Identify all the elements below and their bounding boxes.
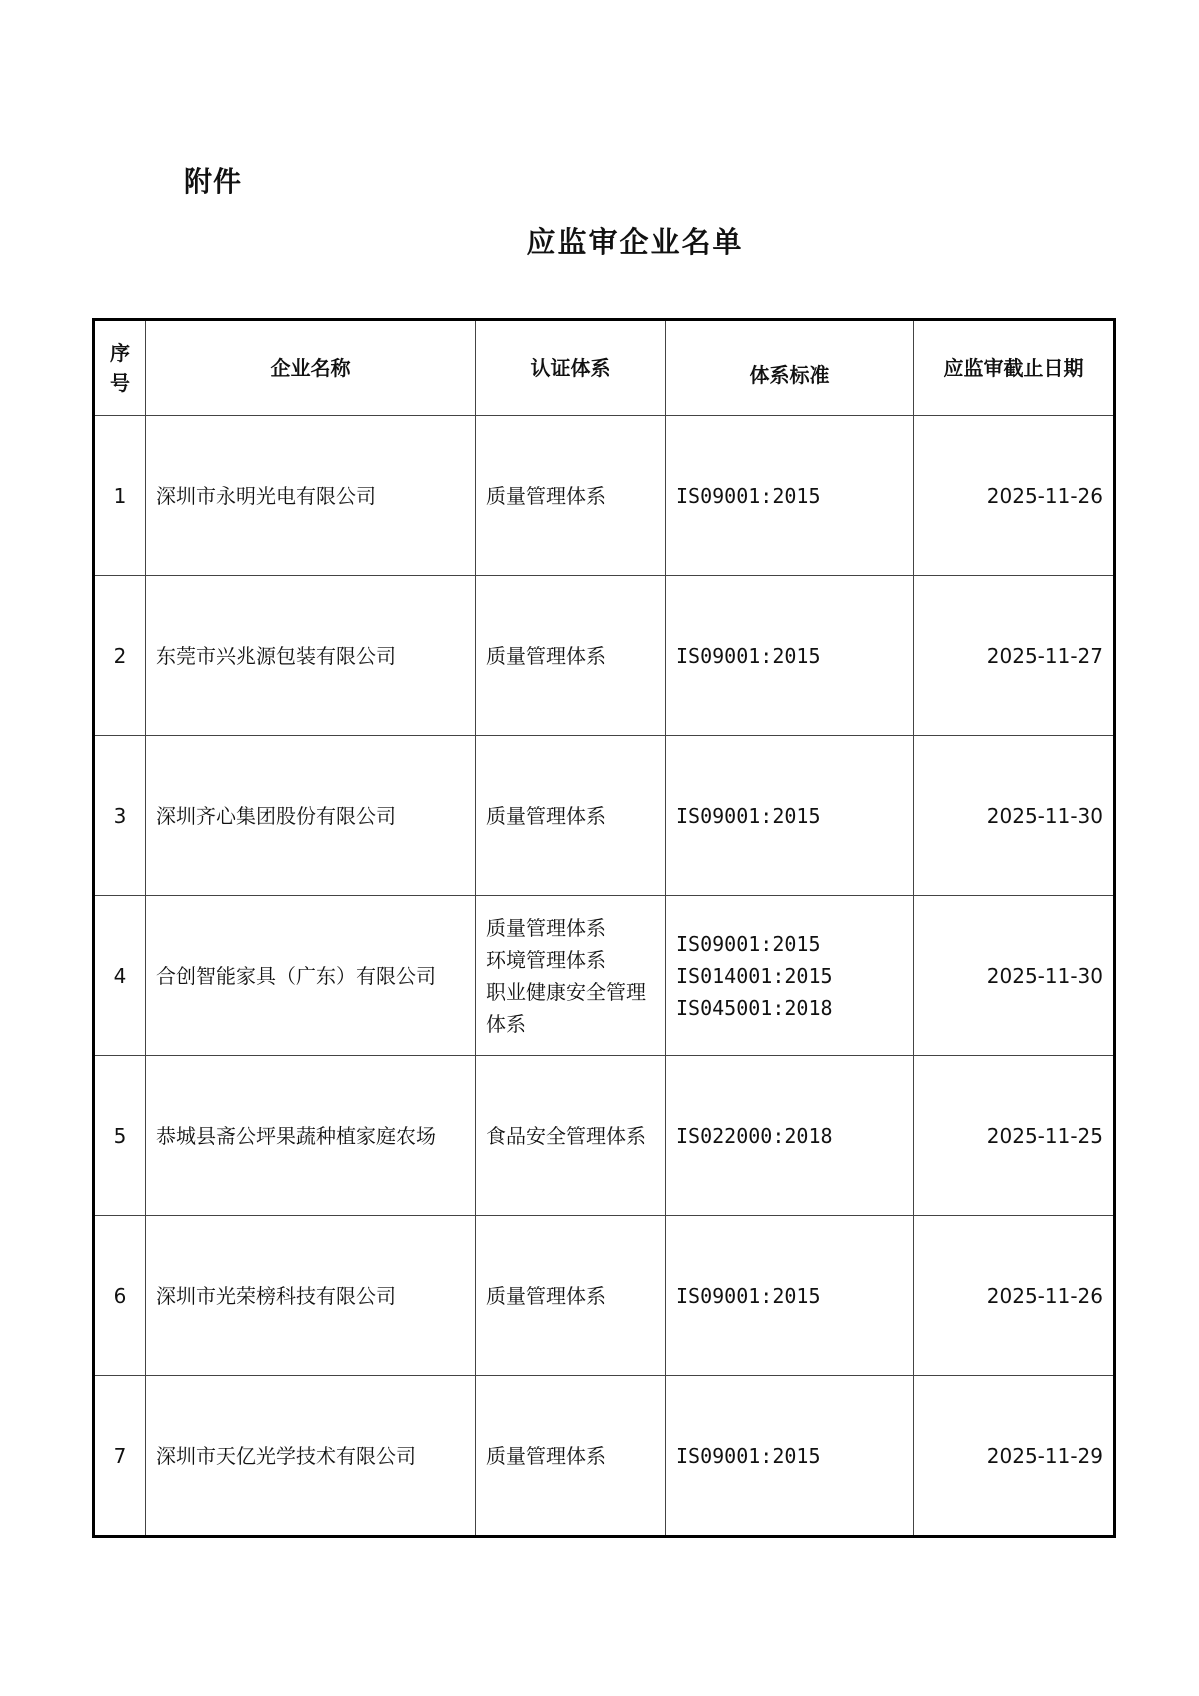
cell-cert-system — [476, 576, 666, 736]
standard-entry: IS09001:2015 — [676, 803, 821, 828]
table-row — [94, 576, 1115, 736]
header-deadline: 应监审截止日期 — [914, 320, 1115, 416]
cert-system-entry: 质量管理体系 — [486, 1283, 606, 1308]
cell-company-name: 深圳市天亿光学技术有限公司 — [146, 1376, 476, 1537]
cell-deadline-date: 2025-11-27 — [914, 576, 1115, 736]
cell-standard — [666, 1056, 914, 1216]
cell-company-name: 深圳市永明光电有限公司 — [146, 416, 476, 576]
enterprise-audit-table — [92, 318, 1116, 1538]
cert-system-entry: 质量管理体系 — [486, 1443, 606, 1468]
cell-standard — [666, 736, 914, 896]
cell-serial-number: 4 — [94, 896, 146, 1056]
cert-system-entry: 环境管理体系 — [486, 947, 606, 972]
cert-system-entry: 食品安全管理体系 — [486, 1123, 646, 1148]
cell-cert-system — [476, 1216, 666, 1376]
cert-system-entry: 职业健康安全管理体系 — [486, 979, 646, 1036]
standard-entry: IS09001:2015 — [676, 1443, 821, 1468]
cert-system-entry: 质量管理体系 — [486, 643, 606, 668]
cell-cert-system — [476, 416, 666, 576]
cell-deadline-date: 2025-11-25 — [914, 1056, 1115, 1216]
cell-serial-number: 6 — [94, 1216, 146, 1376]
standard-entry: IS014001:2015 — [676, 963, 833, 988]
cell-cert-system — [476, 1376, 666, 1537]
cell-standard — [666, 1216, 914, 1376]
header-cert-system: 认证体系 — [476, 320, 666, 416]
table-body — [94, 416, 1115, 1537]
header-company-name: 企业名称 — [146, 320, 476, 416]
cell-serial-number: 1 — [94, 416, 146, 576]
attachment-label: 附件 — [184, 165, 243, 198]
header-serial-number — [94, 320, 146, 416]
cell-standard — [666, 576, 914, 736]
cell-company-name: 合创智能家具（广东）有限公司 — [146, 896, 476, 1056]
cell-serial-number: 7 — [94, 1376, 146, 1537]
standard-entry: IS022000:2018 — [676, 1123, 833, 1148]
cell-cert-system — [476, 1056, 666, 1216]
cell-deadline-date: 2025-11-30 — [914, 896, 1115, 1056]
cell-serial-number: 3 — [94, 736, 146, 896]
cell-deadline-date: 2025-11-30 — [914, 736, 1115, 896]
header-standard: 体系标准 — [666, 320, 914, 416]
cert-system-entry: 质量管理体系 — [486, 915, 606, 940]
cell-standard — [666, 896, 914, 1056]
cell-serial-number: 5 — [94, 1056, 146, 1216]
header-serial-line-1: 序 — [110, 341, 130, 365]
cell-serial-number: 2 — [94, 576, 146, 736]
cell-standard — [666, 1376, 914, 1537]
cell-company-name: 深圳齐心集团股份有限公司 — [146, 736, 476, 896]
standard-entry: IS09001:2015 — [676, 931, 821, 956]
table-row — [94, 1056, 1115, 1216]
cell-deadline-date: 2025-11-29 — [914, 1376, 1115, 1537]
header-serial-line-2: 号 — [110, 371, 130, 395]
table-row — [94, 896, 1115, 1056]
standard-entry: IS09001:2015 — [676, 1283, 821, 1308]
cell-company-name: 恭城县斋公坪果蔬种植家庭农场 — [146, 1056, 476, 1216]
cell-deadline-date: 2025-11-26 — [914, 1216, 1115, 1376]
cell-company-name: 深圳市光荣榜科技有限公司 — [146, 1216, 476, 1376]
table-row — [94, 1216, 1115, 1376]
standard-entry: IS045001:2018 — [676, 995, 833, 1020]
standard-entry: IS09001:2015 — [676, 643, 821, 668]
table-row — [94, 736, 1115, 896]
table-row — [94, 1376, 1115, 1537]
cell-standard — [666, 416, 914, 576]
table-row — [94, 416, 1115, 576]
cell-deadline-date: 2025-11-26 — [914, 416, 1115, 576]
table-header-row — [94, 320, 1115, 416]
cert-system-entry: 质量管理体系 — [486, 803, 606, 828]
cell-cert-system — [476, 896, 666, 1056]
cell-cert-system — [476, 736, 666, 896]
cell-company-name: 东莞市兴兆源包装有限公司 — [146, 576, 476, 736]
document-title: 应监审企业名单 — [526, 225, 744, 259]
standard-entry: IS09001:2015 — [676, 483, 821, 508]
cert-system-entry: 质量管理体系 — [486, 483, 606, 508]
